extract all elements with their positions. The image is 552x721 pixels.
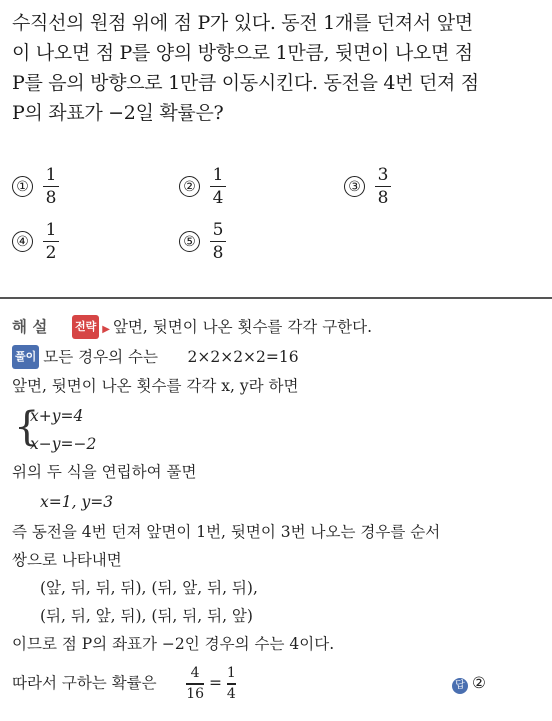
choice-5[interactable] xyxy=(179,220,226,263)
choice-number: ① xyxy=(12,176,33,197)
solve-tag: 풀이 xyxy=(12,345,39,369)
question xyxy=(12,8,544,128)
solution xyxy=(12,315,546,715)
denominator: 4 xyxy=(212,188,224,209)
choice-number: ④ xyxy=(12,231,33,252)
fraction-bar xyxy=(375,186,391,187)
solve-expr: 2×2×2×2=16 xyxy=(187,348,299,366)
solution-line: 이므로 점 P의 좌표가 −2인 경우의 수는 4이다. xyxy=(12,635,335,653)
equals-sign: = xyxy=(208,674,222,692)
answer-value: ② xyxy=(472,674,486,692)
strategy-tag: 전략 xyxy=(72,315,99,339)
choice-3[interactable] xyxy=(344,165,391,208)
choice-1[interactable] xyxy=(12,165,59,208)
solve-text: 모든 경우의 수는 xyxy=(43,348,158,366)
question-line: 이 나오면 점 P를 양의 방향으로 1만큼, 뒷면이 나오면 점 xyxy=(12,42,473,64)
solution-heading: 해 설 xyxy=(12,318,48,336)
question-line: P를 음의 방향으로 1만큼 이동시킨다. 동전을 4번 던져 점 xyxy=(12,72,479,94)
denominator: 16 xyxy=(186,685,205,702)
choice-4[interactable] xyxy=(12,220,59,263)
solution-line xyxy=(12,345,299,369)
equation: x+y=4 xyxy=(30,407,84,425)
fraction-bar xyxy=(210,186,226,187)
choice-fraction xyxy=(210,165,226,208)
choice-number: ⑤ xyxy=(179,231,200,252)
fraction-bar xyxy=(227,683,236,684)
choices xyxy=(12,160,542,270)
answer xyxy=(452,672,486,694)
brace-icon: { xyxy=(14,404,40,450)
solution-line: 쌍으로 나타내면 xyxy=(12,551,122,569)
arrow-icon: ▶ xyxy=(102,324,110,335)
numerator: 4 xyxy=(190,665,200,682)
numerator: 1 xyxy=(212,165,224,185)
numerator: 1 xyxy=(45,220,57,240)
choice-fraction xyxy=(375,165,391,208)
numerator: 3 xyxy=(377,165,389,185)
fraction xyxy=(186,665,204,702)
numerator: 1 xyxy=(226,665,236,682)
fraction-bar xyxy=(43,241,59,242)
solution-heading-line xyxy=(12,315,372,341)
solution-line: (앞, 뒤, 뒤, 뒤), (뒤, 앞, 뒤, 뒤), xyxy=(40,579,258,597)
denominator: 8 xyxy=(212,243,224,264)
solution-line: 즉 동전을 4번 던져 앞면이 1번, 뒷면이 3번 나오는 경우를 순서 xyxy=(12,523,441,541)
fraction-bar xyxy=(186,683,204,684)
denominator: 4 xyxy=(226,685,236,702)
choice-fraction xyxy=(210,220,226,263)
denominator: 2 xyxy=(45,243,57,264)
numerator: 1 xyxy=(45,165,57,185)
solution-line: x=1, y=3 xyxy=(40,493,114,511)
choice-fraction xyxy=(43,165,59,208)
solution-line: 앞면, 뒷면이 나온 횟수를 각각 x, y라 하면 xyxy=(12,377,299,395)
question-line: 수직선의 원점 위에 점 P가 있다. 동전 1개를 던져서 앞면 xyxy=(12,12,473,34)
denominator: 8 xyxy=(377,188,389,209)
solution-line: 위의 두 식을 연립하여 풀면 xyxy=(12,463,197,481)
solution-line: (뒤, 뒤, 앞, 뒤), (뒤, 뒤, 뒤, 앞) xyxy=(40,607,253,625)
solution-final-line xyxy=(12,665,236,703)
fraction-bar xyxy=(43,186,59,187)
fraction-bar xyxy=(210,241,226,242)
question-line: P의 좌표가 −2일 확률은? xyxy=(12,102,224,124)
equation: x−y=−2 xyxy=(30,435,97,453)
choice-fraction xyxy=(43,220,59,263)
fraction xyxy=(227,665,236,702)
strategy-text: 앞면, 뒷면이 나온 횟수를 각각 구한다. xyxy=(112,318,373,336)
choice-number: ③ xyxy=(344,176,365,197)
choice-2[interactable] xyxy=(179,165,226,208)
answer-tag: 답 xyxy=(452,678,468,694)
denominator: 8 xyxy=(45,188,57,209)
numerator: 5 xyxy=(212,220,224,240)
section-divider xyxy=(0,297,552,299)
final-text: 따라서 구하는 확률은 xyxy=(12,674,157,692)
choice-number: ② xyxy=(179,176,200,197)
